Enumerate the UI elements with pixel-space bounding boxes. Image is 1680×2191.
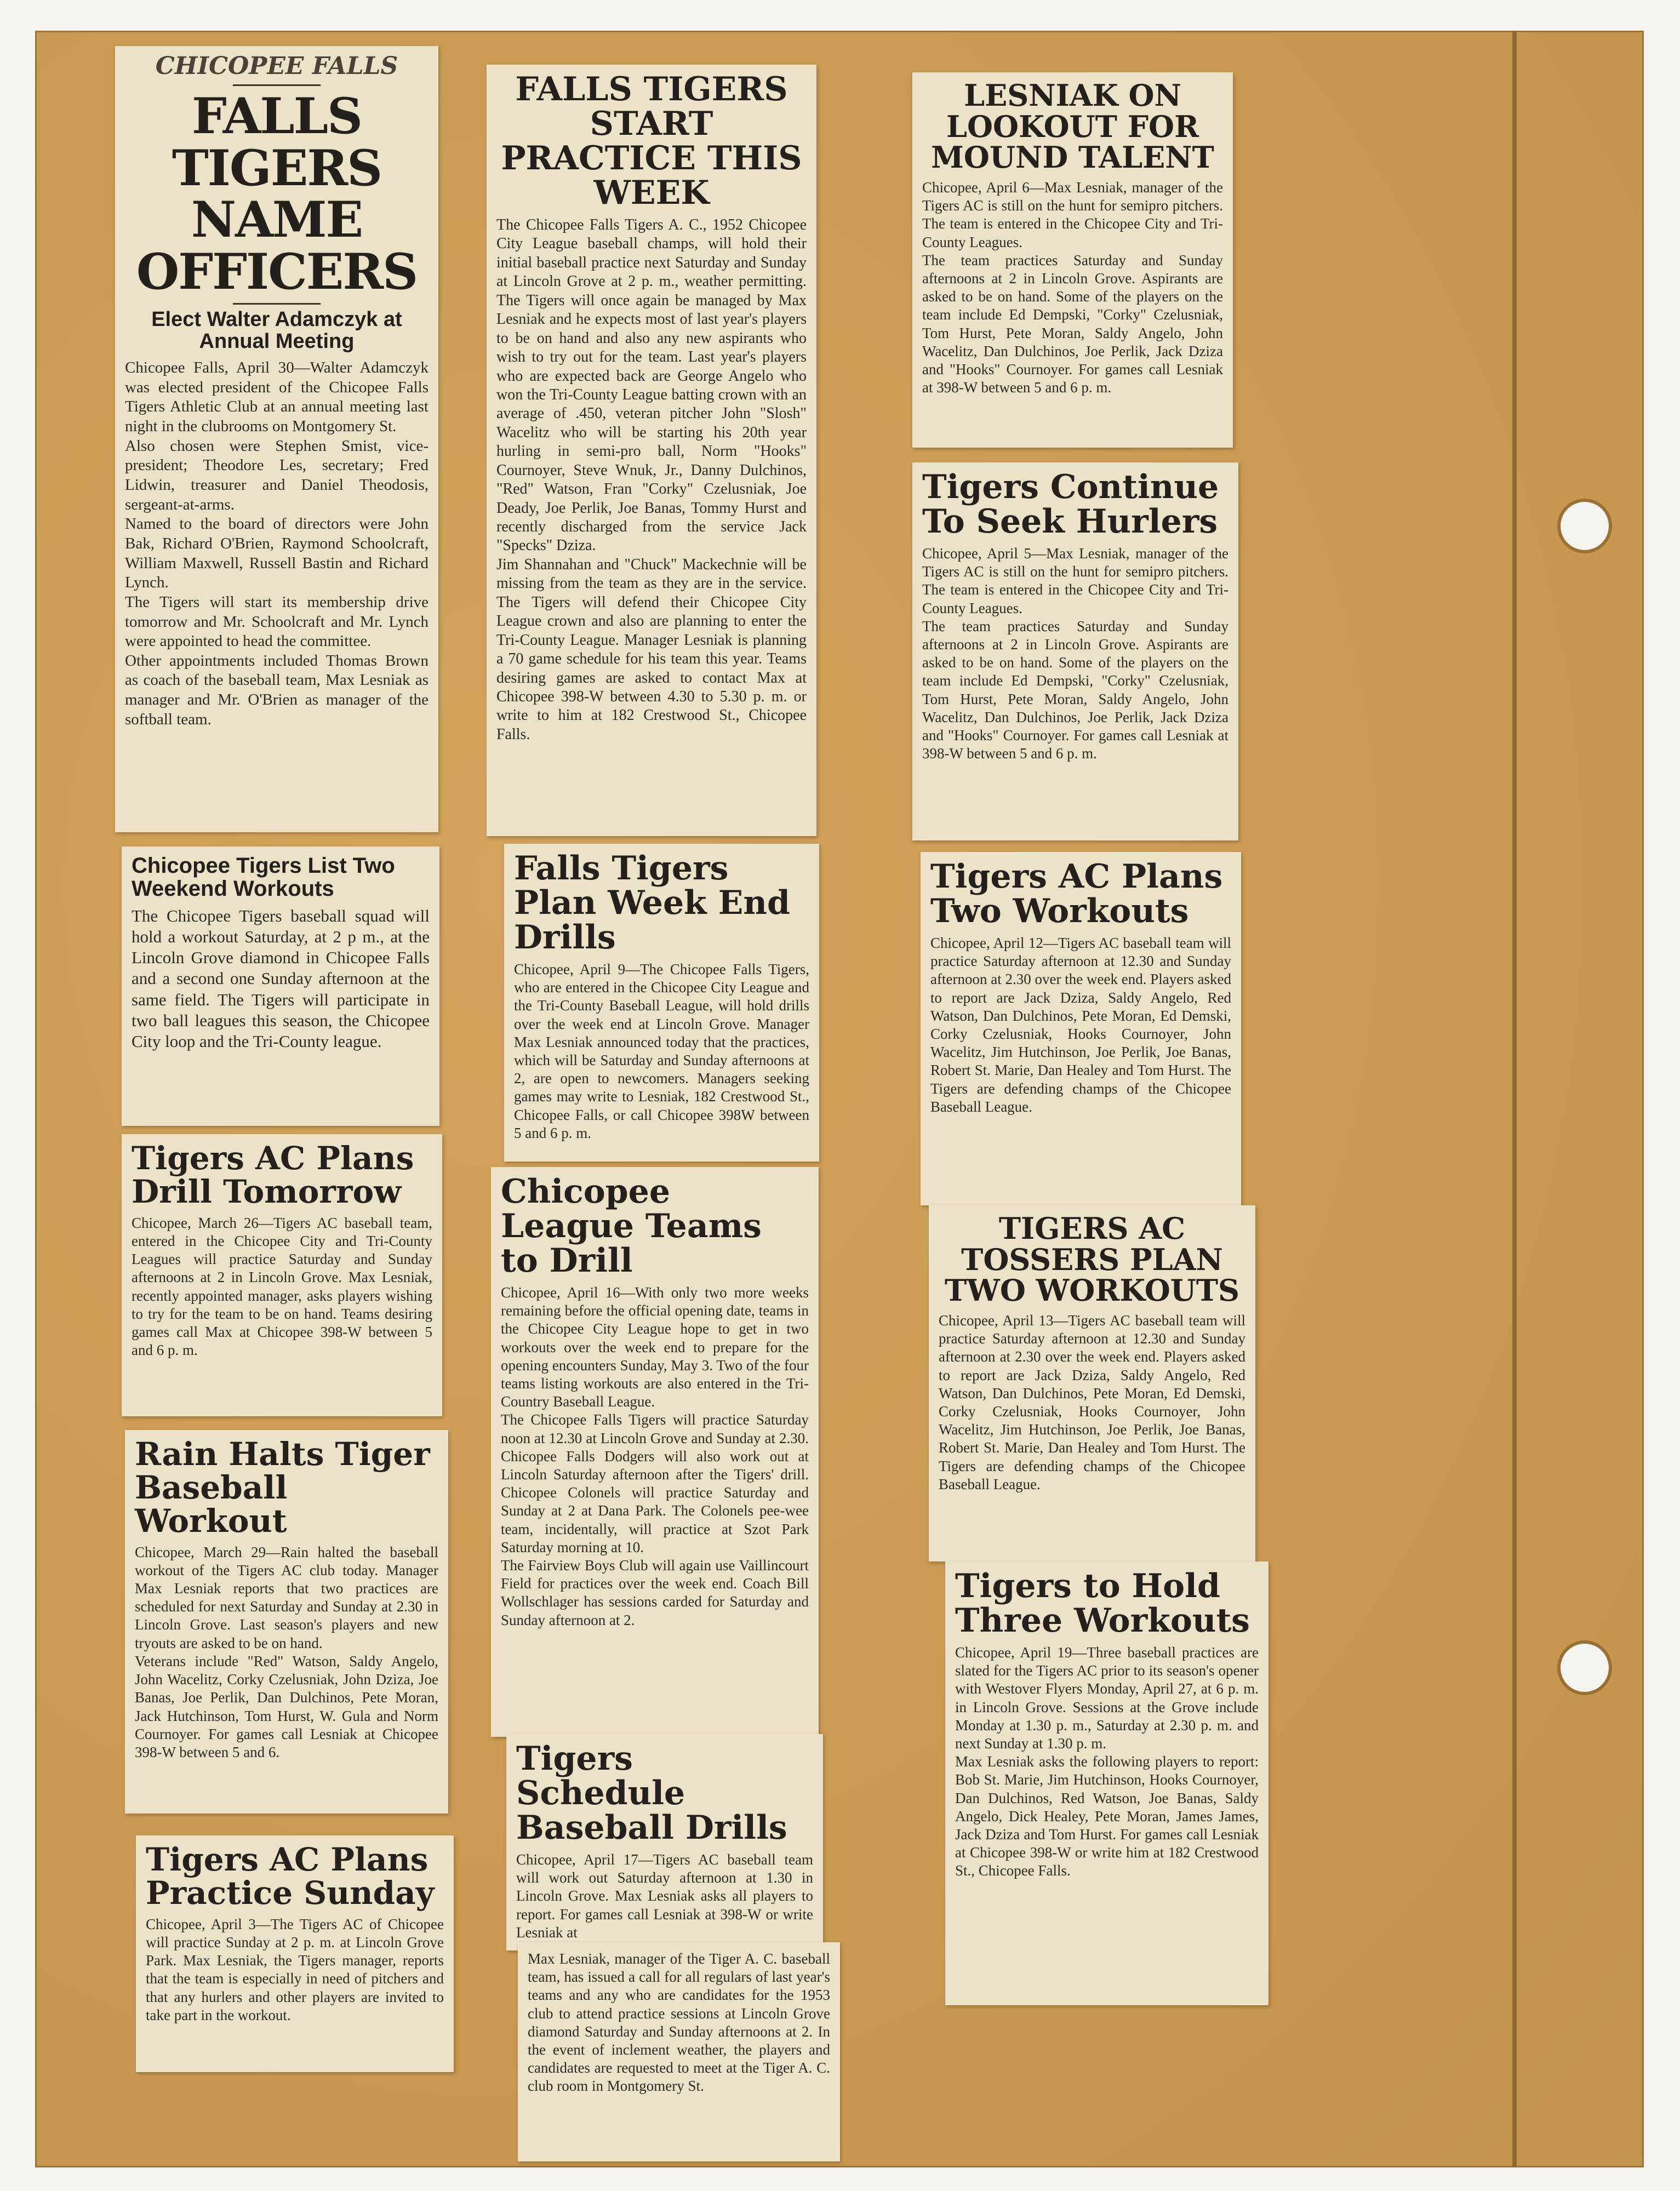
article-body: Chicopee, April 16—With only two more weeks remaining before the official opening date, teams in the Chicopee City League hope to get in two workouts over the week end to prepare for the opening encounters Sunday, May 3. Two of the four teams listing workouts are also entered in the Tri-Country Baseball League. The Chicopee Falls Tigers will practice Saturday noon at 12.30 at Lincoln Grove and Sunday at 2.30. Chicopee Falls Dodgers will also work out at Lincoln Saturday afternoon after the Tigers' drill. Chicopee Colonels will practice Saturday and Sunday at 2 at Dana Park. The Colonels pee-wee team, incidentally, will practice at Szot Park Saturday morning at 10. The Fairview Boys Club will again use Vaillincourt Field for practices over the week end. Coach Bill Wollschlager has sessions carded for Saturday and Sunday afternoon at 2. <box>501 1284 809 1628</box>
headline: Tigers AC Plans Two Workouts <box>930 857 1223 930</box>
article-body: Chicopee, April 12—Tigers AC baseball team will practice Saturday afternoon at 12.30 and Sunday afternoon at 2.30 over the week end. Players asked to report are Jack Dziza, Saldy Angelo, Red Watson, Dan Dulchinos, Pete Moran, Ed Demski, Corky Czelusniak, Hooks Cournoyer, John Wacelitz, Jim Hutchinson, Joe Perlik, Joe Banas, Robert St. Marie, Dan Healey and Tom Hurst. The Tigers are defending champs of the Chicopee Baseball League. <box>930 935 1231 1115</box>
clipping-continue-hurlers <box>912 462 1238 840</box>
clipping-practice-sunday <box>136 1835 454 2072</box>
headline: LESNIAK ON LOOKOUT FOR MOUND TALENT <box>931 78 1214 175</box>
article-body: Chicopee, March 29—Rain halted the baseball workout of the Tigers AC club today. Manager Max Lesniak reports that two practices are scheduled for next Saturday and Sunday at 2.30 in Lincoln Grove. Last season's players and new tryouts are asked to be on hand. Veterans include "Red" Watson, Saldy Angelo, John Wacelitz, Corky Czelusniak, John Dziza, Joe Banas, Joe Perlik, Dan Dulchinos, Pete Moran, Jack Hutchinson, Tom Hurst, W. Gula and Norm Cournoyer. For games call Lesniak at Chicopee 398-W between 5 and 6. <box>135 1543 438 1760</box>
article-body: The Chicopee Tigers baseball squad will hold a workout Saturday, at 2 p m., at the Lincoln Grove diamond in Chicopee Falls and a second one Sunday afternoon at the same field. The Tigers will participate in two ball leagues this season, the Chicopee City loop and the Tri-County league. <box>132 906 430 1051</box>
clipping-three-workouts <box>945 1561 1268 2005</box>
kicker: CHICOPEE FALLS <box>155 52 398 80</box>
clipping-lookout-mound <box>912 72 1233 448</box>
clipping-regulars-call <box>518 1942 840 2161</box>
divider <box>233 303 321 305</box>
punch-hole-lower <box>1557 1640 1612 1695</box>
headline: FALLS TIGERS START PRACTICE THIS WEEK <box>501 70 802 212</box>
headline: Falls Tigers Plan Week End Drills <box>514 849 790 957</box>
punch-hole-upper <box>1557 499 1612 553</box>
article-body: The Chicopee Falls Tigers A. C., 1952 Chicopee City League baseball champs, will hold their initial baseball practice next Saturday and Sunday at Lincoln Grove at 2 p. m., weather permitting. The Tigers will once again be managed by Max Lesniak and he expects most of last year's players to be on hand and also any new aspirants who wish to try out for the team. Last year's players who are expected back are George Angelo who won the Tri-County League batting crown with an average of .450, veteran pitcher John "Slosh" Wacelitz who will be starting his 20th year hurling in semi-pro ball, Norm "Hooks" Cournoyer, Steve Wnuk, Jr., Danny Dulchinos, "Red" Watson, Fran "Corky" Czelusniak, Joe Deady, Joe Perlik, Joe Banas, Tommy Hurst and recently discharged from the service Jack "Specks" Dziza. Jim Shannahan and "Chuck" Mackechnie will be missing from the team as they are in the service. The Tigers will defend their Chicopee City League crown and also are planning to enter the Tri-County League. Manager Lesniak is planning a 70 game schedule for his team this year. Teams desiring games are asked to contact Max at Chicopee 398-W between 4.30 to 5.30 p. m. or write to him at 182 Crestwood St., Chicopee Falls. <box>496 216 807 743</box>
clipping-weekend-workouts <box>122 846 439 1126</box>
clipping-rain-halts <box>125 1430 448 1814</box>
headline: Tigers Schedule Baseball Drills <box>516 1740 787 1847</box>
headline: Rain Halts Tiger Baseball Workout <box>135 1435 430 1540</box>
article-body: Max Lesniak, manager of the Tiger A. C. baseball team, has issued a call for all regulars of last year's teams and any who are candidates for the 1953 club to attend practice sessions at Lincoln Grove diamond Saturday and Sunday afternoons at 2. In the event of inclement weather, the players and candidates are requested to meet at the Tiger A. C. club room in Montgomery St. <box>528 1950 830 2095</box>
article-body: Chicopee, April 17—Tigers AC baseball team will work out Saturday afternoon at 1.30 in Lincoln Grove. Max Lesniak asks all players to report. For games call Lesniak at 398-W or write Lesniak at <box>516 1851 813 1941</box>
divider <box>233 84 321 86</box>
article-body: Chicopee, April 5—Max Lesniak, manager of the Tigers AC is still on the hunt for semipro pitchers. The team is entered in the Chicopee City and Tri-County Leagues. The team practices Saturday and Sunday afternoons at 2 in Lincoln Grove. Aspirants are asked to be on hand. Some of the players on the team include Ed Dempski, "Corky" Czelusniak, Tom Hurst, Pete Moran, Saldy Angelo, John Wacelitz, Dan Dulchinos, Joe Perlik, Jack Dziza and "Hooks" Cournoyer. For games call Lesniak at 398-W between 5 and 6 p. m. <box>922 545 1228 762</box>
page-fold-line <box>1512 31 1517 2167</box>
article-body: Chicopee, March 26—Tigers AC baseball team, entered in the Chicopee City and Tri-County Leagues will practice Saturday and Sunday afternoons at 2 in Lincoln Grove. Max Lesniak, recently appointed manager, asks players wishing to try for the team to be on hand. Teams desiring games call Max at Chicopee 398-W between 5 and 6 p. m. <box>132 1214 432 1359</box>
headline: TIGERS AC TOSSERS PLAN TWO WORKOUTS <box>944 1211 1240 1308</box>
article-body: Chicopee, April 9—The Chicopee Falls Tigers, who are entered in the Chicopee City League and the Tri-County Baseball League, will hold drills over the week end at Lincoln Grove. Manager Max Lesniak announced today that the practices, which will be Saturday and Sunday afternoons at 2, are open to newcomers. Managers seeking games may write to Lesniak, 182 Crestwood St., Chicopee Falls, or call Chicopee 398W between 5 and 6 p. m. <box>514 961 809 1141</box>
article-body: Chicopee, April 19—Three baseball practices are slated for the Tigers AC prior to its season's opener with Westover Flyers Monday, April 27, at 6 p. m. in Lincoln Grove. Sessions at the Grove include Monday at 1.30 p. m., Saturday at 2.30 p. m. and next Sunday at 1.30 p. m. Max Lesniak asks the following players to report: Bob St. Marie, Jim Hutchinson, Hooks Cournoyer, Dan Dulchinos, Red Watson, Joe Banas, Saldy Angelo, Dick Healey, Pete Moran, James James, Jack Dziza and Tom Hurst. For games call Lesniak at Chicopee 398-W or write him at 182 Crestwood St., Chicopee Falls. <box>955 1644 1259 1879</box>
clipping-schedule-drills <box>506 1734 823 1950</box>
clipping-week-end-drills <box>504 844 819 1162</box>
clipping-falls-officers <box>115 46 438 832</box>
clipping-ac-two-workouts <box>921 852 1241 1205</box>
clipping-league-teams-drill <box>491 1167 819 1737</box>
headline: Tigers to Hold Three Workouts <box>955 1567 1250 1640</box>
subhead: Elect Walter Adamczyk at Annual Meeting <box>151 308 402 353</box>
headline: Chicopee Tigers List Two Weekend Workouts <box>132 854 395 901</box>
article-body: Chicopee, April 3—The Tigers AC of Chicopee will practice Sunday at 2 p. m. at Lincoln Grove Park. Max Lesniak, the Tigers manager, reports that the team is especially in need of pitchers and that any hurlers and other players are invited to take part in the workout. <box>146 1915 444 2023</box>
clipping-drill-tomorrow <box>122 1134 442 1416</box>
article-body: Chicopee, April 6—Max Lesniak, manager of the Tigers AC is still on the hunt for semipro pitchers. The team is entered in the Chicopee City and Tri-County Leagues. The team practices Saturday and Sunday afternoons at 2 in Lincoln Grove. Aspirants are asked to be on hand. Some of the players on the team include Ed Dempski, "Corky" Czelusniak, Tom Hurst, Pete Moran, Saldy Angelo, John Wacelitz, Dan Dulchinos, Joe Perlik, Jack Dziza and "Hooks" Cournoyer. For games call Lesniak at 398-W between 5 and 6 p. m. <box>922 179 1223 396</box>
headline: FALLS TIGERS NAME OFFICERS <box>136 87 418 301</box>
article-body: Chicopee Falls, April 30—Walter Adamczyk was elected president of the Chicopee Falls Tigers Athletic Club at an annual meeting last night in the clubrooms on Montgomery St. Also chosen were Stephen Smist, vice-president; Theodore Les, secretary; Fred Lidwin, treasurer and Daniel Theodosis, sergeant-at-arms. Named to the board of directors were John Bak, Richard O'Brien, Raymond Schoolcraft, William Maxwell, Russell Bastin and Richard Lynch. The Tigers will start its membership drive tomorrow and Mr. Schoolcraft and Mr. Lynch were appointed to head the committee. Other appointments included Thomas Brown as coach of the baseball team, Max Lesniak as manager and Mr. O'Brien as manager of the softball team. <box>125 358 428 728</box>
clipping-tossers-two-workouts <box>929 1205 1255 1561</box>
article-body: Chicopee, April 13—Tigers AC baseball team will practice Saturday afternoon at 12.30 and Sunday afternoon at 2.30 over the week end. Players asked to report are Jack Dziza, Saldy Angelo, Red Watson, Dan Dulchinos, Pete Moran, Ed Demski, Corky Czelusniak, Hooks Cournoyer, John Wacelitz, Jim Hutchinson, Joe Perlik, Joe Banas, Robert St. Marie, Dan Healey and Tom Hurst. The Tigers are defending champs of the Chicopee Baseball League. <box>939 1312 1245 1492</box>
headline: Tigers Continue To Seek Hurlers <box>922 468 1219 541</box>
headline: Tigers AC Plans Practice Sunday <box>146 1841 435 1912</box>
headline: Chicopee League Teams to Drill <box>501 1172 762 1280</box>
headline: Tigers AC Plans Drill Tomorrow <box>132 1140 414 1210</box>
clipping-start-practice <box>487 65 816 836</box>
